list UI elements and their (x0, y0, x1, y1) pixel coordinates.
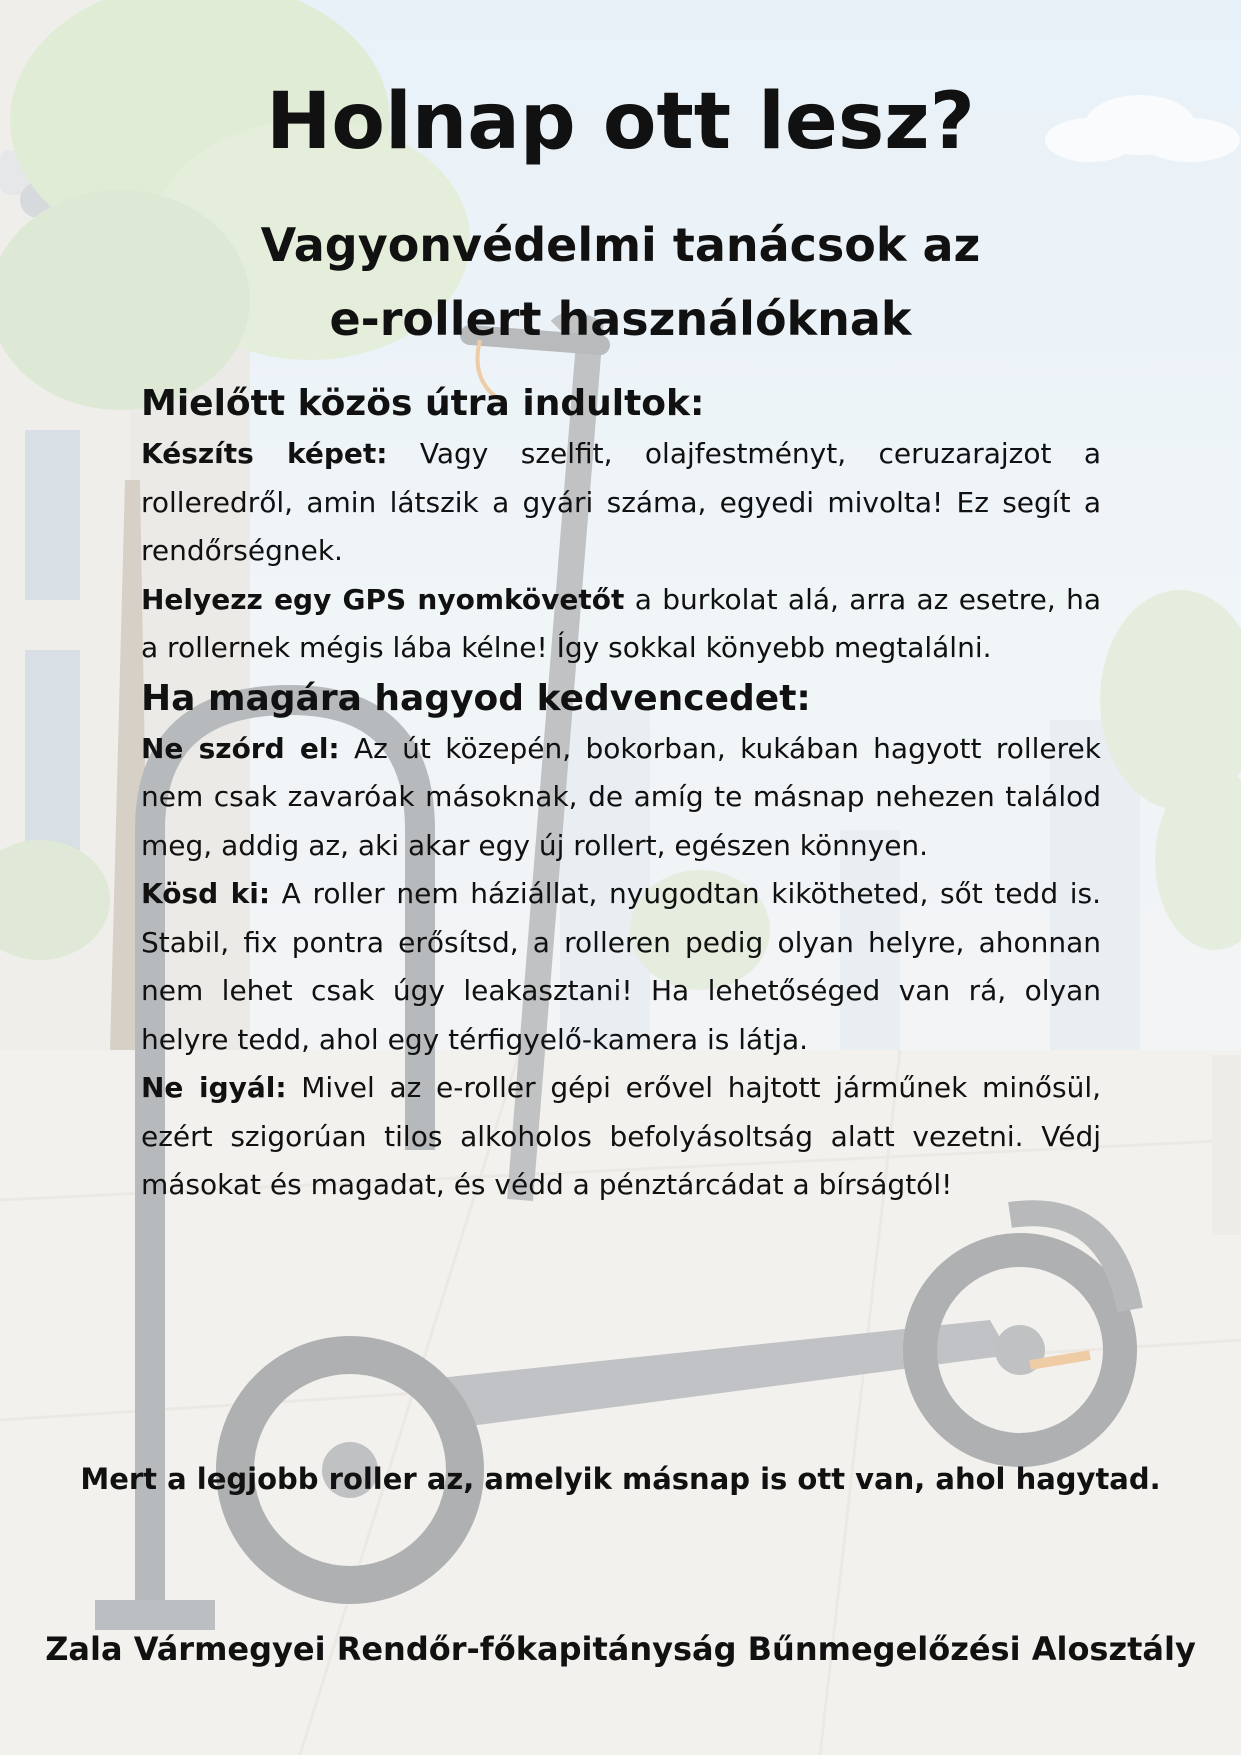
tagline: Mert a legjobb roller az, amelyik másnap is ott van, ahol hagytad. (80, 1462, 1161, 1496)
tip-lead: Helyezz egy GPS nyomkövetőt (141, 582, 625, 616)
tip-take-photo (141, 430, 1101, 576)
page-subtitle (100, 208, 1141, 356)
section-heading-before-trip: Mielőtt közös útra indultok: (141, 383, 705, 424)
organization-name: Zala Vármegyei Rendőr-főkapitányság Bűnmegelőzési Alosztály (45, 1630, 1196, 1668)
tip-dont-drink (141, 1064, 1101, 1210)
tip-lead: Készíts képet: (141, 437, 388, 470)
tip-text: Vagy szelfit, olajfestményt, ceruzarajzot a rolleredről, amin látszik a gyári száma, egyedi mivolta! Ez segít a rendőrségnek. (141, 437, 1102, 567)
tip-lead: Ne szórd el: (141, 731, 340, 765)
main-content (141, 378, 1101, 1210)
subtitle-line-1: Vagyonvédelmi tanácsok az (260, 218, 981, 272)
tip-lead: Ne igyál: (141, 1071, 287, 1104)
tip-lead: Kösd ki: (141, 877, 271, 910)
subtitle-line-2: e-rollert használóknak (329, 292, 912, 346)
tip-lock-it (141, 870, 1101, 1064)
tip-text: Az út közepén, bokorban, kukában hagyott rollerek nem csak zavaróak másoknak, de amíg te másnap nehezen találod meg, addig az, aki akar egy új rollert, egészen könnyen. (141, 731, 1101, 862)
tip-text: a burkolat alá, arra az esetre, ha a rollernek mégis lába kélne! Így sokkal könyebb megtalálni. (141, 582, 1101, 664)
tip-gps-tracker (141, 576, 1101, 673)
tip-text: Mivel az e-roller gépi erővel hajtott járműnek minősül, ezért szigorúan tilos alkoholos befolyásoltság alatt vezetni. Védj másokat és magadat, és védd a pénztárcádat a bírságtól! (141, 1071, 1101, 1201)
tip-text: A roller nem háziállat, nyugodtan kikötheted, sőt tedd is. Stabil, fix pontra erősítsd, a rolleren pedig olyan helyre, ahonnan nem lehet csak úgy leakasztani! Ha lehetőséged van rá, olyan helyre tedd, ahol egy térfigyelő-kamera is látja. (141, 877, 1101, 1056)
page-title: Holnap ott lesz? (266, 77, 975, 167)
section-heading-leaving-alone: Ha magára hagyod kedvencedet: (141, 677, 811, 719)
tip-dont-scatter (141, 725, 1101, 871)
